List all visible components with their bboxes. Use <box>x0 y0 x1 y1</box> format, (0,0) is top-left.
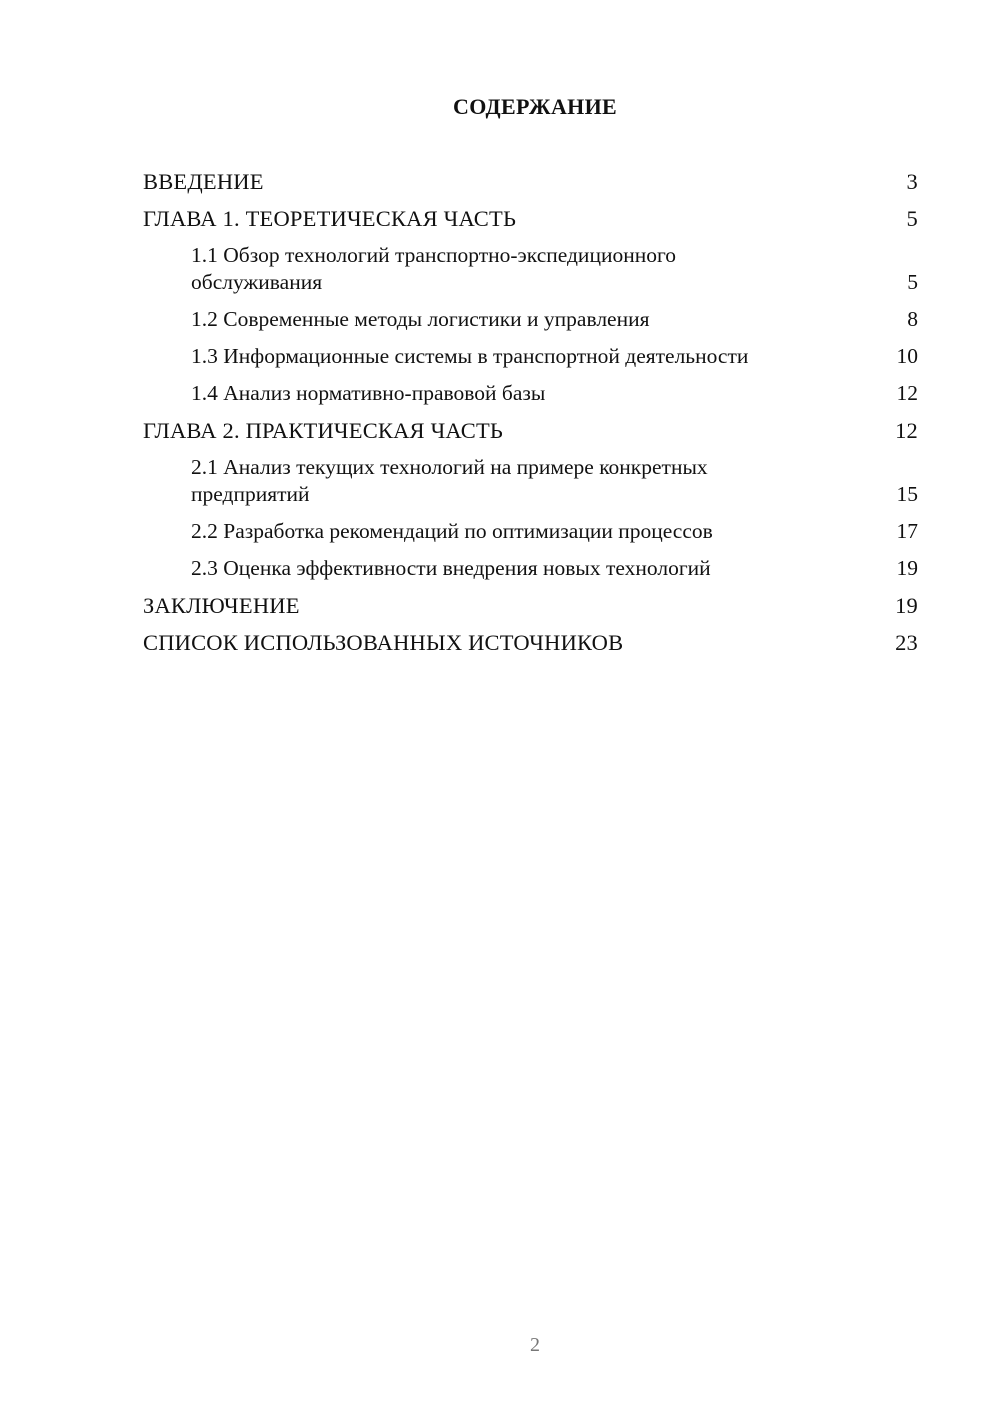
toc-entry-text: СПИСОК ИСПОЛЬЗОВАННЫХ ИСТОЧНИКОВ <box>143 630 624 655</box>
toc-entry-section-2-1 <box>143 454 918 508</box>
toc-entry-chapter-2 <box>143 417 918 444</box>
toc-entry-section-1-3 <box>143 343 918 370</box>
toc-entry-text: ГЛАВА 2. ПРАКТИЧЕСКАЯ ЧАСТЬ <box>143 418 504 443</box>
toc-entry-page: 15 <box>896 482 918 506</box>
toc-entry-chapter-1 <box>143 205 918 232</box>
toc-entry-text: 2.3 Оценка эффективности внедрения новых технологий <box>191 556 711 580</box>
toc-entry-text: 1.1 Обзор технологий транспортно-экспедиционного обслуживания <box>191 243 676 294</box>
toc-entry-section-2-2 <box>143 518 918 545</box>
toc-entry-page: 19 <box>895 593 918 618</box>
toc-entry-text: ВВЕДЕНИЕ <box>143 169 264 194</box>
toc-entry-text: 1.3 Информационные системы в транспортной деятельности <box>191 344 749 368</box>
page-number: 2 <box>530 1334 540 1356</box>
toc-entry-section-1-1 <box>143 242 918 296</box>
toc-entry-text: 1.4 Анализ нормативно-правовой базы <box>191 381 546 405</box>
toc-entry-page: 8 <box>907 307 918 331</box>
toc-entry-page: 5 <box>906 206 918 231</box>
toc-entry-section-2-3 <box>143 555 918 582</box>
toc-entry-text: 2.2 Разработка рекомендаций по оптимизации процессов <box>191 519 713 543</box>
toc-entry-page: 5 <box>907 270 918 294</box>
toc-entry-page: 12 <box>896 381 918 405</box>
toc-entry-page: 3 <box>906 169 918 194</box>
table-of-contents <box>143 168 918 666</box>
toc-entry-references <box>143 629 918 656</box>
toc-entry-text: ГЛАВА 1. ТЕОРЕТИЧЕСКАЯ ЧАСТЬ <box>143 206 517 231</box>
toc-entry-text: 2.1 Анализ текущих технологий на примере конкретных предприятий <box>191 455 708 506</box>
toc-entry-page: 12 <box>895 418 918 443</box>
toc-entry-page: 19 <box>896 556 918 580</box>
page-title: СОДЕРЖАНИЕ <box>453 94 617 119</box>
toc-entry-section-1-4 <box>143 380 918 407</box>
toc-entry-conclusion <box>143 592 918 619</box>
toc-entry-text: ЗАКЛЮЧЕНИЕ <box>143 593 300 618</box>
toc-entry-page: 23 <box>895 630 918 655</box>
toc-entry-introduction <box>143 168 918 195</box>
toc-entry-text: 1.2 Современные методы логистики и управления <box>191 307 650 331</box>
toc-entry-page: 17 <box>896 519 918 543</box>
toc-entry-page: 10 <box>896 344 918 368</box>
toc-entry-section-1-2 <box>143 306 918 333</box>
